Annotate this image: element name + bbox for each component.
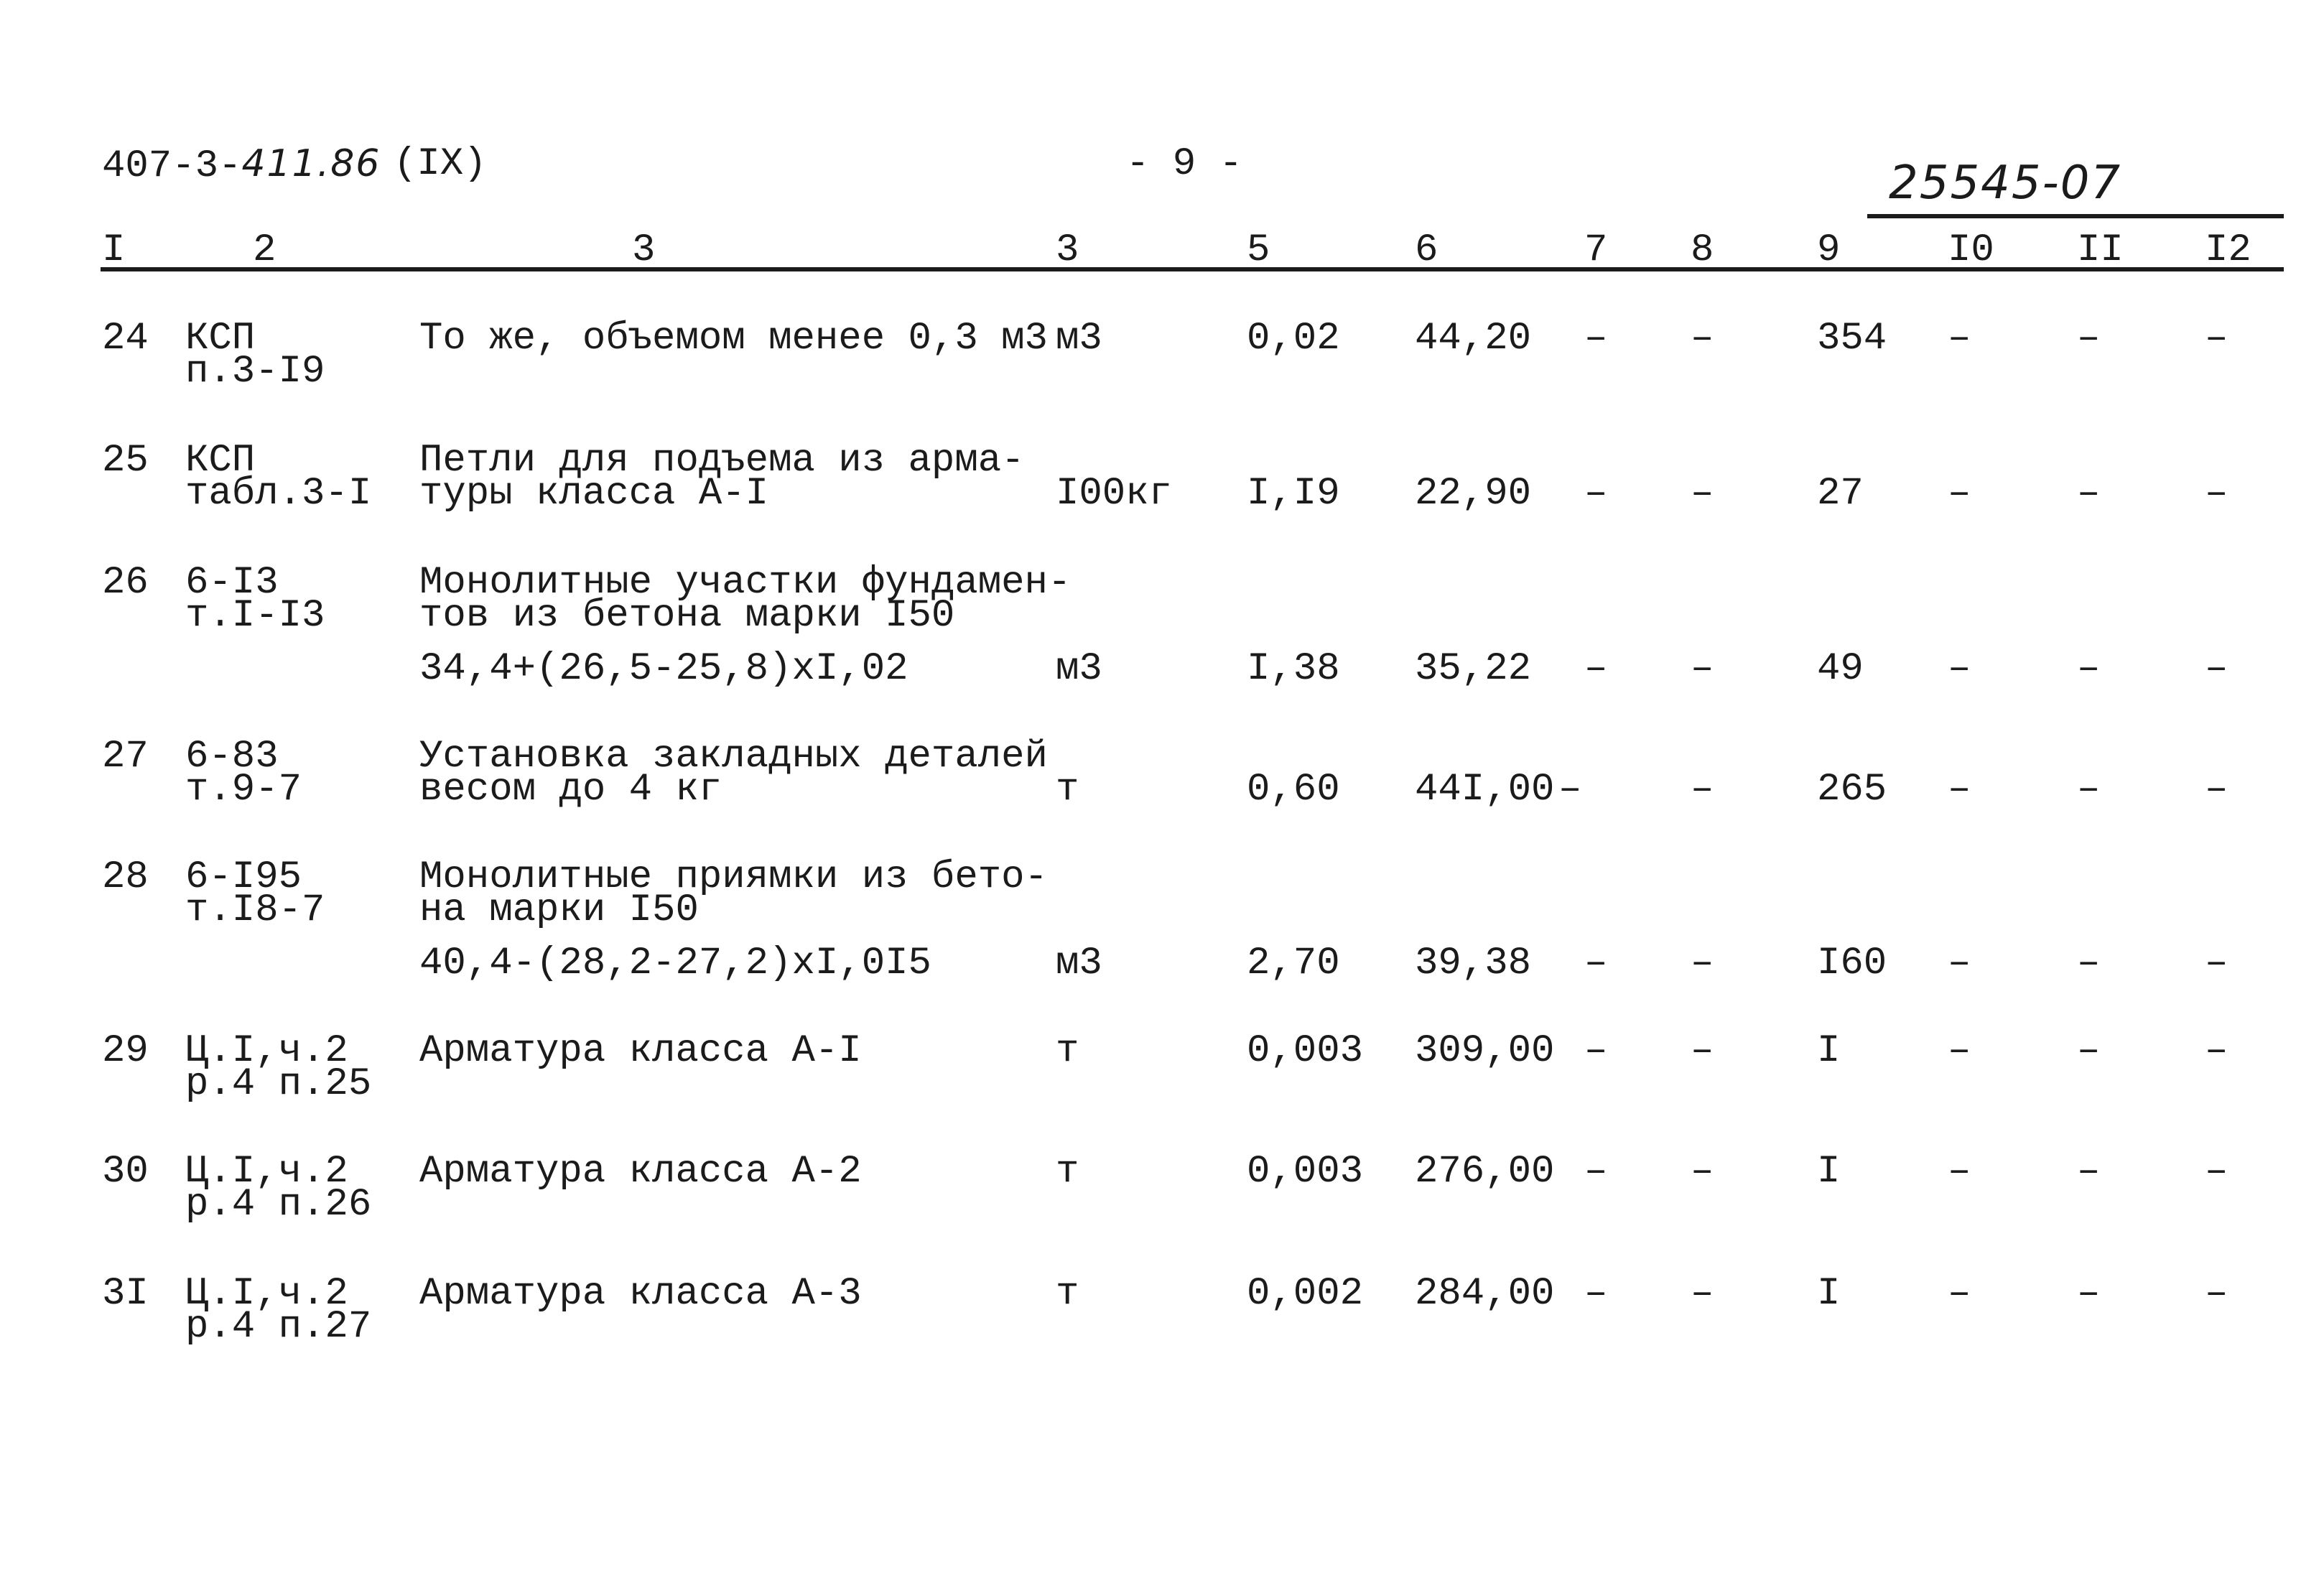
row-col10: –: [1948, 942, 1971, 985]
top-rule-right: [1867, 214, 2284, 218]
row-ref-line2: т.I-I3: [185, 594, 325, 638]
row-name-line2: весом до 4 кг: [419, 768, 722, 812]
col-header-9: 9: [1817, 228, 1841, 272]
col-header-4: 3: [1056, 228, 1079, 272]
row-ref-line2: п.3-I9: [185, 350, 325, 394]
row-unit: м3: [1056, 647, 1102, 691]
col-header-12: I2: [2205, 228, 2251, 272]
row-price: 284,00: [1415, 1272, 1555, 1316]
row-col9: 354: [1817, 317, 1887, 361]
row-col11: –: [2077, 472, 2101, 516]
row-col7: –: [1584, 472, 1608, 516]
row-qty: 0,003: [1247, 1029, 1364, 1073]
row-number: 27: [102, 735, 149, 779]
row-qty: I,I9: [1247, 472, 1340, 516]
row-formula: 40,4-(28,2-27,2)хI,0I5: [419, 942, 931, 985]
row-col9: I: [1817, 1029, 1841, 1073]
row-col12: –: [2205, 647, 2228, 691]
col-header-8: 8: [1691, 228, 1714, 272]
row-col10: –: [1948, 647, 1971, 691]
col-header-10: I0: [1948, 228, 1994, 272]
row-name-line1: Монолитные участки фундамен-: [419, 561, 1072, 605]
row-col7: –: [1558, 768, 1582, 812]
row-name-line1: Установка закладных деталей: [419, 735, 1048, 779]
row-qty: I,38: [1247, 647, 1340, 691]
row-price: 276,00: [1415, 1150, 1555, 1194]
row-price: 39,38: [1415, 942, 1532, 985]
row-name-line1: Арматура класса А-2: [419, 1150, 862, 1194]
row-unit: м3: [1056, 317, 1102, 361]
row-col11: –: [2077, 317, 2101, 361]
row-unit: т: [1056, 768, 1079, 812]
row-col8: –: [1691, 1272, 1714, 1316]
row-col10: –: [1948, 768, 1971, 812]
row-col8: –: [1691, 472, 1714, 516]
row-ref-line1: КСП: [185, 317, 256, 361]
doc-code-handwritten: 411.86: [241, 142, 381, 185]
row-col9: I: [1817, 1272, 1841, 1316]
row-ref-line1: Ц.I,ч.2: [185, 1150, 348, 1194]
row-name-line2: тов из бетона марки I50: [419, 594, 955, 638]
row-name-line1: Арматура класса А-3: [419, 1272, 862, 1316]
stamp-number: 25545-07: [1889, 157, 2122, 210]
row-col8: –: [1691, 942, 1714, 985]
doc-code: [102, 142, 381, 188]
row-col7: –: [1584, 1272, 1608, 1316]
row-ref-line1: 6-I3: [185, 561, 279, 605]
row-col9: I60: [1817, 942, 1887, 985]
row-name-line1: Петли для подъема из арма-: [419, 439, 1025, 483]
row-col12: –: [2205, 1029, 2228, 1073]
col-header-11: II: [2077, 228, 2124, 272]
row-qty: 0,60: [1247, 768, 1340, 812]
row-ref-line1: КСП: [185, 439, 256, 483]
row-ref-line1: 6-I95: [185, 855, 302, 899]
row-col12: –: [2205, 1272, 2228, 1316]
row-name-line1: Монолитные приямки из бето-: [419, 855, 1048, 899]
row-price: 309,00: [1415, 1029, 1555, 1073]
doc-code-printed: 407-3-: [102, 144, 242, 188]
row-number: 25: [102, 439, 149, 483]
row-formula: 34,4+(26,5-25,8)хI,02: [419, 647, 908, 691]
page-number: - 9 -: [1126, 142, 1243, 186]
row-qty: 0,02: [1247, 317, 1340, 361]
row-number: 30: [102, 1150, 149, 1194]
row-price: 44,20: [1415, 317, 1532, 361]
row-col7: –: [1584, 647, 1608, 691]
row-col7: –: [1584, 1150, 1608, 1194]
row-price: 44I,00: [1415, 768, 1555, 812]
row-col8: –: [1691, 317, 1714, 361]
row-col9: 27: [1817, 472, 1864, 516]
row-col7: –: [1584, 942, 1608, 985]
row-unit: I00кг: [1056, 472, 1173, 516]
row-ref-line2: т.9-7: [185, 768, 302, 812]
row-name-line2: на марки I50: [419, 888, 699, 932]
col-header-7: 7: [1584, 228, 1608, 272]
row-unit: т: [1056, 1029, 1079, 1073]
row-col8: –: [1691, 1029, 1714, 1073]
row-col11: –: [2077, 1272, 2101, 1316]
row-ref-line1: 6-83: [185, 735, 279, 779]
row-col10: –: [1948, 472, 1971, 516]
row-ref-line2: т.I8-7: [185, 888, 325, 932]
row-number: 3I: [102, 1272, 149, 1316]
row-number: 26: [102, 561, 149, 605]
row-number: 28: [102, 855, 149, 899]
row-col10: –: [1948, 1150, 1971, 1194]
row-qty: 0,003: [1247, 1150, 1364, 1194]
row-number: 29: [102, 1029, 149, 1073]
row-ref-line2: р.4 п.25: [185, 1062, 372, 1106]
row-col12: –: [2205, 1150, 2228, 1194]
row-col11: –: [2077, 942, 2101, 985]
row-col9: 265: [1817, 768, 1887, 812]
row-name-line1: То же, объемом менее 0,3 м3: [419, 317, 1048, 361]
col-header-3: 3: [632, 228, 656, 272]
row-price: 22,90: [1415, 472, 1532, 516]
row-col12: –: [2205, 472, 2228, 516]
row-col10: –: [1948, 317, 1971, 361]
row-col11: –: [2077, 647, 2101, 691]
row-ref-line2: р.4 п.27: [185, 1305, 372, 1349]
row-ref-line2: р.4 п.26: [185, 1183, 372, 1227]
row-col8: –: [1691, 647, 1714, 691]
row-name-line1: Арматура класса А-I: [419, 1029, 862, 1073]
col-header-2: 2: [253, 228, 276, 272]
row-col12: –: [2205, 942, 2228, 985]
row-col12: –: [2205, 317, 2228, 361]
row-col11: –: [2077, 1150, 2101, 1194]
row-col10: –: [1948, 1029, 1971, 1073]
row-qty: 0,002: [1247, 1272, 1364, 1316]
row-number: 24: [102, 317, 149, 361]
row-ref-line1: Ц.I,ч.2: [185, 1029, 348, 1073]
row-col8: –: [1691, 1150, 1714, 1194]
col-header-5: 5: [1247, 228, 1270, 272]
row-unit: т: [1056, 1150, 1079, 1194]
row-unit: т: [1056, 1272, 1079, 1316]
col-header-1: I: [102, 228, 126, 272]
row-col9: I: [1817, 1150, 1841, 1194]
row-col8: –: [1691, 768, 1714, 812]
doc-part: (IX): [394, 142, 487, 186]
row-ref-line2: табл.3-I: [185, 472, 372, 516]
row-ref-line1: Ц.I,ч.2: [185, 1272, 348, 1316]
row-col7: –: [1584, 317, 1608, 361]
row-unit: м3: [1056, 942, 1102, 985]
row-col9: 49: [1817, 647, 1864, 691]
row-col11: –: [2077, 768, 2101, 812]
row-price: 35,22: [1415, 647, 1532, 691]
row-col7: –: [1584, 1029, 1608, 1073]
row-col10: –: [1948, 1272, 1971, 1316]
col-header-6: 6: [1415, 228, 1438, 272]
row-col11: –: [2077, 1029, 2101, 1073]
row-col12: –: [2205, 768, 2228, 812]
row-qty: 2,70: [1247, 942, 1340, 985]
row-name-line2: туры класса А-I: [419, 472, 769, 516]
